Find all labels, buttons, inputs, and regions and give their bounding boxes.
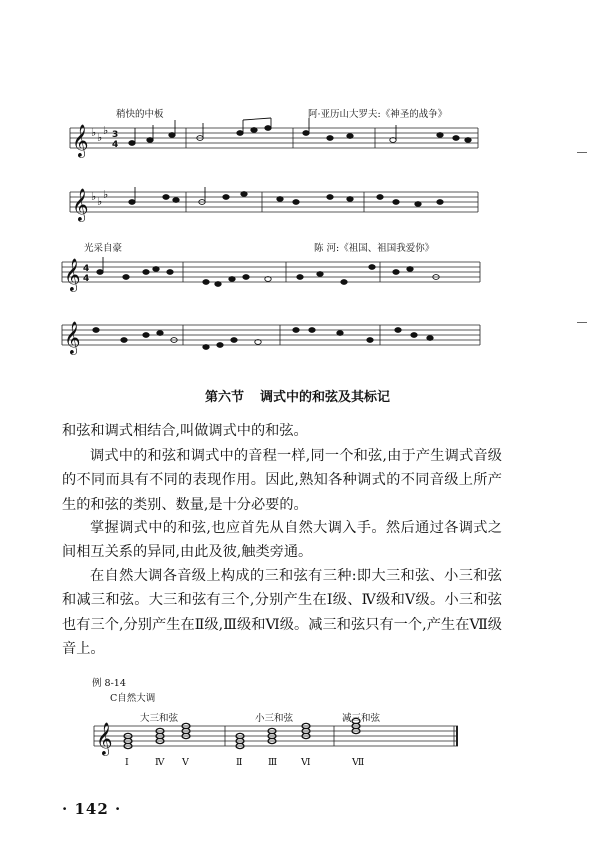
- score1-source: 阿·亚历山大罗夫:《神圣的战争》: [308, 109, 448, 120]
- margin-mark: [577, 322, 587, 323]
- flat-icon: ♭: [97, 131, 103, 144]
- group-diminished-triad: 减三和弦: [342, 713, 381, 724]
- treble-clef-icon: 𝄞: [96, 722, 113, 755]
- degree-label: Ⅶ: [352, 757, 365, 768]
- degree-label: Ⅲ: [268, 757, 278, 768]
- group-major-triads: 大三和弦: [140, 713, 179, 724]
- score1-tempo: 稍快的中板: [116, 109, 164, 120]
- margin-mark: [577, 152, 587, 153]
- degree-label: Ⅳ: [155, 757, 165, 768]
- paragraph-1: 和弦和调式相结合,叫做调式中的和弦。: [62, 423, 308, 439]
- section-heading: [0, 386, 595, 405]
- group-minor-triads: 小三和弦: [255, 713, 294, 724]
- treble-clef-icon: 𝄞: [64, 321, 81, 354]
- treble-clef-icon: 𝄞: [72, 124, 89, 157]
- degree-label: Ⅰ: [125, 757, 129, 768]
- flat-icon: ♭: [97, 195, 103, 208]
- paragraph-2: 调式中的和弦和调式中的音程一样,同一个和弦,由于产生调式音级的不同而具有不同的表现作用。因此,熟知各种调式的不同音级上所产生的和弦的类别、数量,是十分必要的。: [62, 448, 502, 513]
- flat-icon: ♭: [103, 188, 109, 201]
- paragraph-4: 在自然大调各音级上构成的三和弦有三种:即大三和弦、小三和弦和减三和弦。大三和弦有三个,分别产生在Ⅰ级、Ⅳ级和Ⅴ级。小三和弦也有三个,分别产生在Ⅱ级,Ⅲ级和Ⅵ级。减三和弦只有一个,产生在Ⅶ级音上。: [62, 568, 502, 658]
- svg-text:4: 4: [83, 264, 90, 274]
- svg-text:4: 4: [83, 274, 90, 284]
- svg-text:4: 4: [112, 140, 119, 150]
- section-number: 第六节: [204, 390, 244, 405]
- treble-clef-icon: 𝄞: [72, 188, 89, 221]
- degree-label: Ⅱ: [236, 757, 243, 768]
- page-number: · 142 ·: [62, 800, 122, 818]
- example-key: C自然大调: [110, 693, 156, 704]
- treble-clef-icon: 𝄞: [64, 258, 81, 291]
- degree-label: Ⅴ: [182, 757, 189, 768]
- flat-icon: ♭: [91, 126, 97, 139]
- flat-icon: ♭: [91, 190, 97, 203]
- degree-label: Ⅵ: [301, 757, 311, 768]
- section-title: 调式中的和弦及其标记: [260, 390, 391, 405]
- example-label: 例 8-14: [92, 678, 126, 689]
- svg-text:3: 3: [112, 130, 119, 140]
- score2-tempo: 光采自豪: [84, 243, 123, 254]
- paragraph-3: 掌握调式中的和弦,也应首先从自然大调入手。然后通过各调式之间相互关系的异同,由此及彼,触类旁通。: [62, 520, 502, 561]
- flat-icon: ♭: [103, 124, 109, 137]
- score2-source: 陈 河:《祖国、祖国我爱你》: [314, 243, 435, 254]
